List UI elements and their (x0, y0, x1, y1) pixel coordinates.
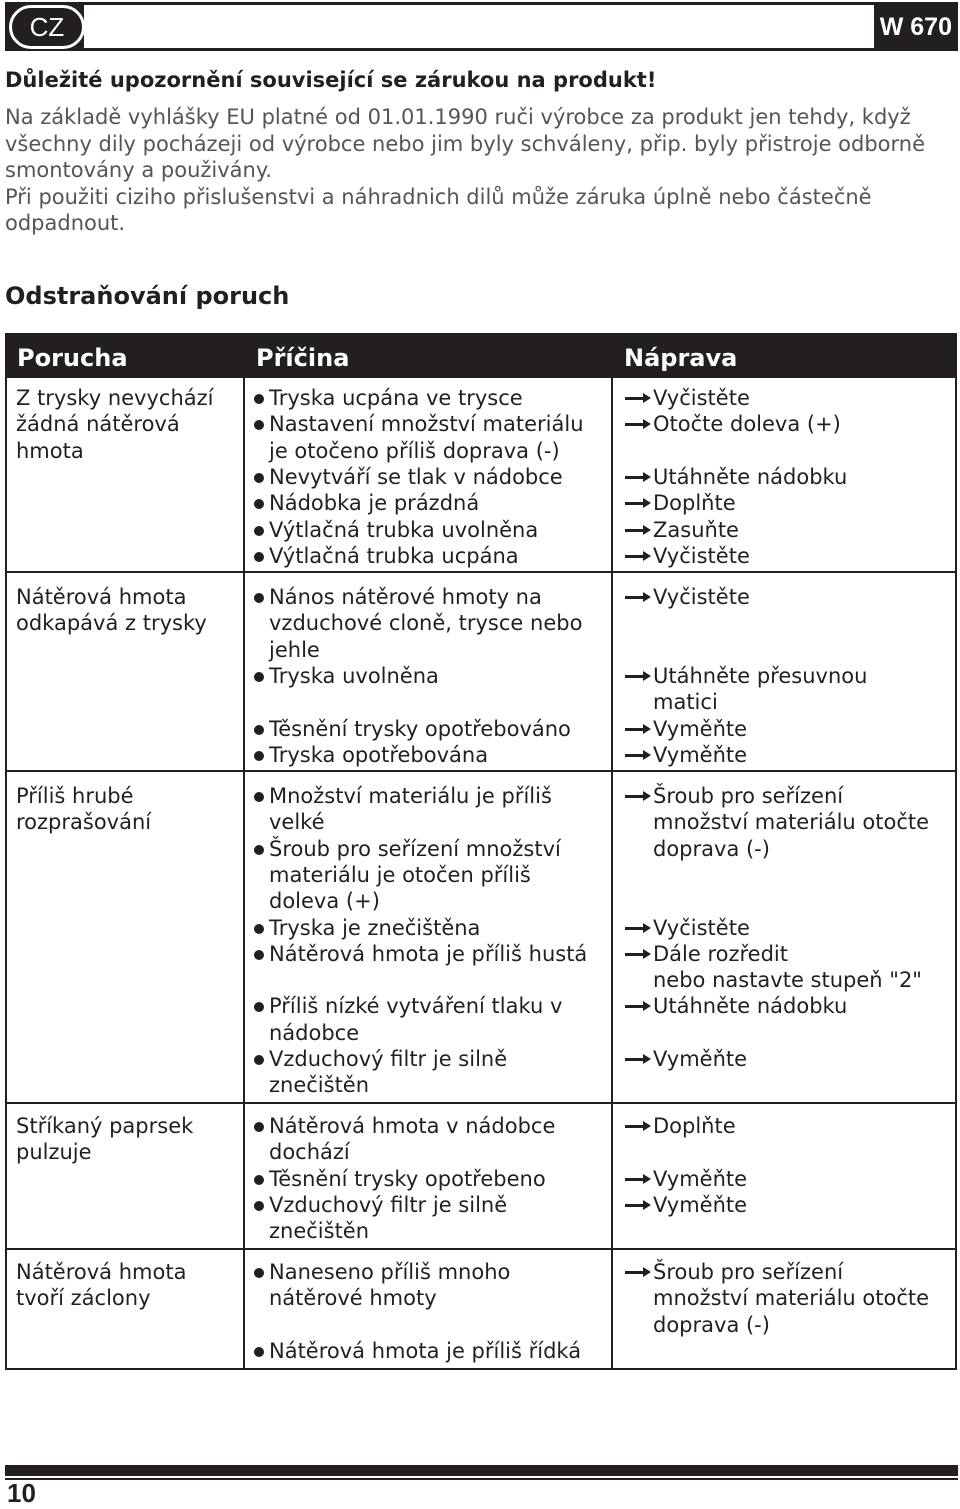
remedy-text: Vyčistěte (653, 915, 750, 940)
column-divider (243, 378, 245, 1370)
warranty-line: Při použiti ciziho přislušenstvi a náhradnich dilů může záruka úplně nebo částečně (5, 184, 872, 209)
warranty-line: všechny dily pocházeji od výrobce nebo jim byly schváleny, přip. byly přistroje odborně (5, 131, 926, 156)
cause-text: nátěrové hmoty (269, 1286, 437, 1311)
arrow-right-icon (625, 385, 653, 411)
remedy-text: Doplňte (653, 491, 736, 516)
fault-text: Příliš hrubé (16, 784, 134, 808)
remedy-text: Utáhněte přesuvnou (653, 663, 868, 688)
remedy-text: matici (653, 690, 718, 715)
bullet-icon (254, 725, 264, 735)
cause-text: doleva (+) (269, 889, 380, 914)
cause-text: Vzduchový filtr je silně (269, 1047, 508, 1071)
remedy-text: Vyměňte (653, 742, 748, 767)
arrow-right-icon (625, 783, 653, 809)
warranty-line: odpadnout. (5, 211, 126, 235)
bullet-icon (254, 394, 264, 404)
remedy-text: Vyměňte (653, 1166, 748, 1191)
arrow-right-icon (625, 716, 653, 742)
remedy-text: Doplňte (653, 1114, 736, 1138)
page-number: 10 (7, 1478, 36, 1508)
remedy-text: Utáhněte nádobku (653, 464, 848, 489)
bullet-icon (254, 593, 264, 603)
bullet-icon (254, 1122, 264, 1132)
bullet-icon (254, 473, 264, 483)
bullet-icon (254, 1347, 264, 1357)
remedy-text: Vyčistěte (653, 386, 750, 410)
bullet-icon (254, 950, 264, 960)
remedy-text: Vyčistěte (653, 543, 750, 568)
header-cause: Příčina (256, 344, 350, 372)
cause-text: Příliš nízké vytváření tlaku v (269, 994, 563, 1019)
remedy-text: Utáhněte nádobku (653, 994, 848, 1019)
header-spacer (84, 5, 874, 48)
bullet-icon (254, 552, 264, 562)
cause-text: je otočeno příliš doprava (-) (269, 438, 560, 463)
remedy-text: Zasuňte (653, 517, 739, 542)
arrow-right-icon (625, 490, 653, 516)
fault-text: tvoří záclony (16, 1286, 151, 1311)
remedy-text: nebo nastavte stupeň "2" (653, 968, 922, 993)
arrow-right-icon (625, 411, 653, 437)
row-divider (7, 1102, 955, 1104)
header-fault: Porucha (17, 344, 128, 372)
arrow-right-icon (625, 543, 653, 569)
warranty-line: Na základě vyhlášky EU platné od 01.01.1990 ruči výrobce za produkt jen tehdy, když (5, 105, 911, 129)
cause-text: nádobce (269, 1020, 360, 1045)
arrow-right-icon (625, 941, 653, 967)
cause-text: Nátěrová hmota je příliš řídká (269, 1338, 582, 1363)
cause-text: Tryska ucpána ve trysce (269, 386, 523, 410)
bullet-icon (254, 1055, 264, 1065)
cause-text: dochází (269, 1140, 350, 1165)
arrow-right-icon (625, 517, 653, 543)
cause-text: znečištěn (269, 1219, 370, 1244)
cause-text: Nátěrová hmota v nádobce (269, 1114, 556, 1138)
bullet-icon (254, 751, 264, 761)
bullet-icon (254, 1175, 264, 1185)
footer-line (5, 1478, 958, 1480)
cause-text: Tryska uvolněna (269, 663, 439, 688)
header-remedy: Náprava (624, 344, 738, 372)
cause-text: Nádobka je prázdná (269, 491, 480, 516)
row-divider (7, 571, 955, 573)
warranty-title: Důležité upozornění související se zárukou na produkt! (5, 68, 657, 92)
arrow-right-icon (625, 915, 653, 941)
arrow-right-icon (625, 1259, 653, 1285)
fault-text: žádná nátěrová (16, 412, 180, 437)
remedy-text: doprava (-) (653, 836, 770, 861)
arrow-right-icon (625, 1113, 653, 1139)
cause-text: Těsnění trysky opotřebeno (269, 1166, 546, 1191)
cause-text: Šroub pro seřízení množství (269, 836, 561, 861)
fault-text: Stříkaný paprsek (16, 1114, 194, 1138)
bullet-icon (254, 845, 264, 855)
remedy-text: Vyměňte (653, 1192, 748, 1217)
cause-text: materiálu je otočen příliš (269, 862, 531, 887)
remedy-text: Vyměňte (653, 1047, 748, 1071)
cause-text: znečištěn (269, 1073, 370, 1098)
footer-bar (5, 1465, 958, 1476)
warranty-line: smontovány a použivány. (5, 158, 272, 182)
fault-text: Z trysky nevychází (16, 386, 214, 410)
cause-text: Tryska opotřebována (269, 742, 489, 767)
cause-text: Nevytváří se tlak v nádobce (269, 464, 563, 489)
remedy-text: Šroub pro seřízení (653, 784, 844, 808)
remedy-text: Vyčistěte (653, 585, 750, 609)
remedy-text: množství materiálu otočte (653, 1286, 930, 1311)
arrow-right-icon (625, 993, 653, 1019)
remedy-text: množství materiálu otočte (653, 810, 930, 835)
cause-text: Nátěrová hmota je příliš hustá (269, 941, 588, 966)
cause-text: Vzduchový filtr je silně (269, 1192, 508, 1217)
arrow-right-icon (625, 1166, 653, 1192)
cause-text: Výtlačná trubka ucpána (269, 543, 519, 568)
column-divider (611, 378, 613, 1370)
remedy-text: Otočte doleva (+) (653, 412, 841, 437)
model-label: W 670 (879, 13, 952, 41)
cause-text: Výtlačná trubka uvolněna (269, 517, 539, 542)
language-badge: CZ (9, 5, 85, 49)
fault-text: hmota (16, 438, 84, 463)
bullet-icon (254, 1268, 264, 1278)
cause-text: vzduchové cloně, trysce nebo (269, 611, 583, 636)
remedy-text: Šroub pro seřízení (653, 1260, 844, 1284)
table-header (7, 335, 955, 378)
warranty-text (5, 104, 960, 237)
cause-text: Naneseno příliš mnoho (269, 1260, 511, 1284)
fault-text: pulzuje (16, 1140, 92, 1165)
remedy-text: Dále rozředit (653, 941, 789, 966)
bullet-icon (254, 1201, 264, 1211)
arrow-right-icon (625, 663, 653, 689)
section-title: Odstraňování poruch (5, 282, 290, 310)
cause-text: Těsnění trysky opotřebováno (269, 716, 571, 741)
row-divider (7, 1248, 955, 1250)
remedy-text: Vyměňte (653, 716, 748, 741)
bullet-icon (254, 924, 264, 934)
bullet-icon (254, 526, 264, 536)
arrow-right-icon (625, 464, 653, 490)
cause-text: jehle (269, 637, 320, 662)
arrow-right-icon (625, 742, 653, 768)
cause-text: Nános nátěrové hmoty na (269, 585, 542, 609)
bullet-icon (254, 672, 264, 682)
fault-text: Nátěrová hmota (16, 1260, 187, 1284)
row-divider (7, 770, 955, 772)
remedy-text: doprava (-) (653, 1312, 770, 1337)
header-bar (5, 2, 958, 51)
arrow-right-icon (625, 1046, 653, 1072)
arrow-right-icon (625, 1192, 653, 1218)
cause-text: Množství materiálu je příliš (269, 784, 552, 808)
fault-text: rozprašování (16, 810, 152, 835)
fault-text: Nátěrová hmota (16, 585, 187, 609)
arrow-right-icon (625, 584, 653, 610)
cause-text: Tryska je znečištěna (269, 915, 481, 940)
cause-text: Nastavení množství materiálu (269, 412, 584, 437)
fault-text: odkapává z trysky (16, 611, 207, 636)
cause-text: velké (269, 810, 325, 835)
bullet-icon (254, 792, 264, 802)
